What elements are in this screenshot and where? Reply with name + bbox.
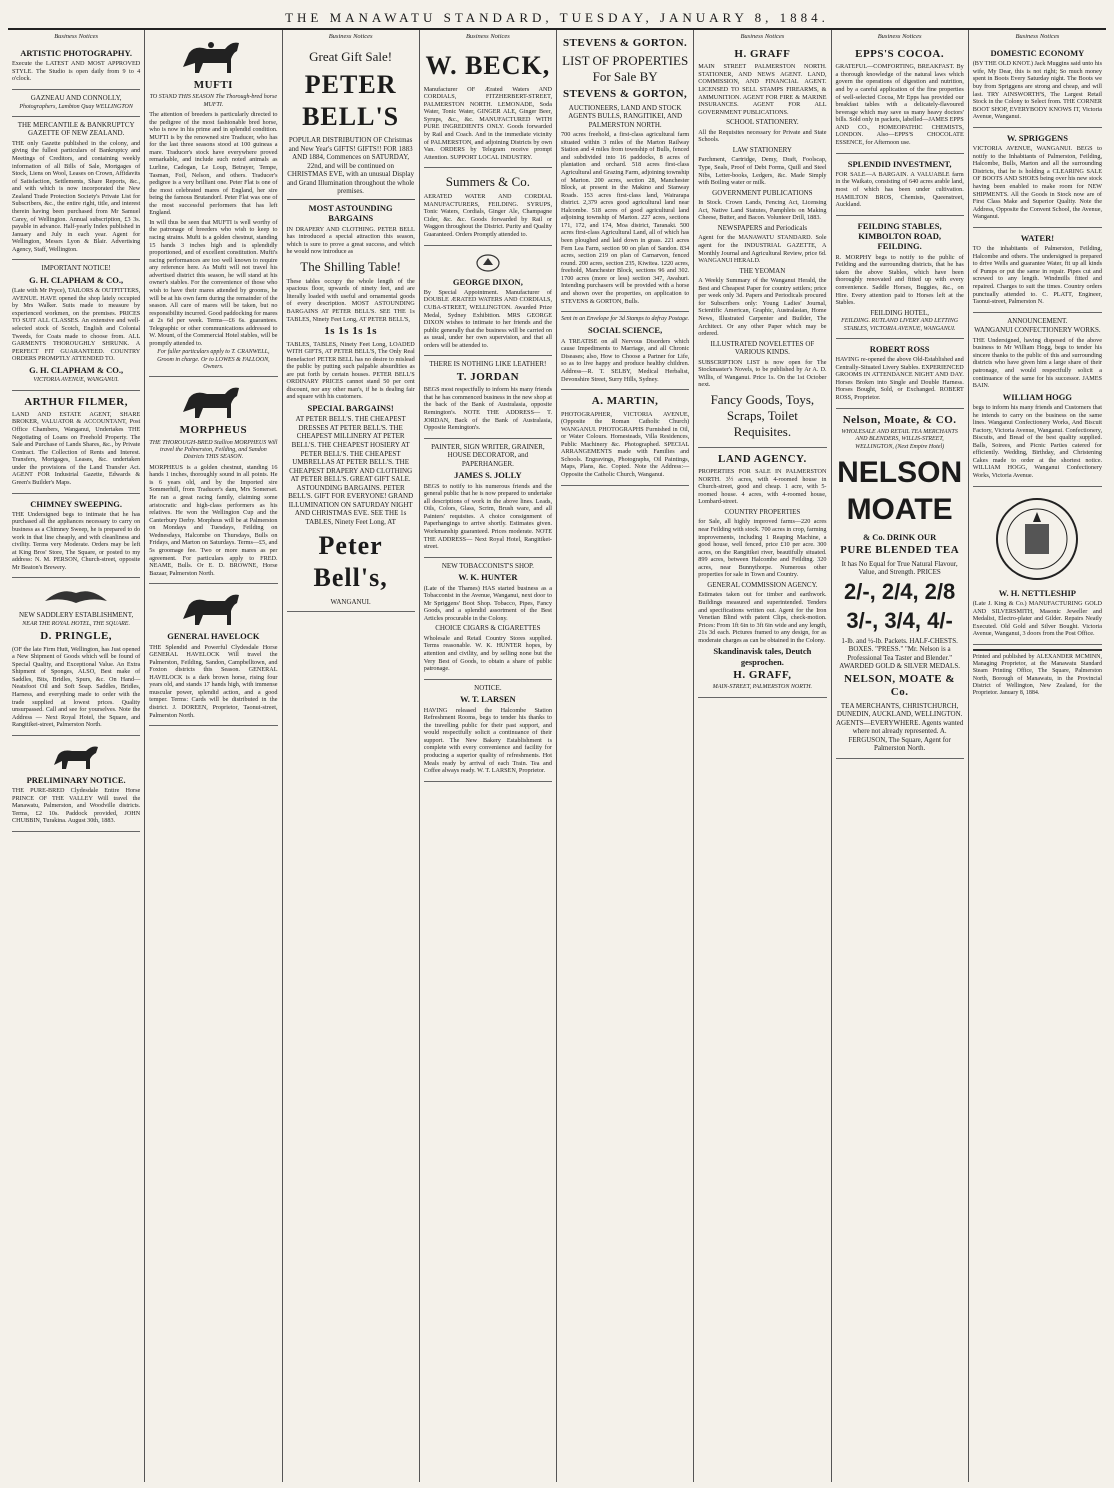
horse-icon: [173, 589, 253, 629]
ad-body: HAVING released the Halcombe Station Refreshment Rooms, begs to tender his thanks to the travelling public for their past support, and would respectfully solicit a continuance of their support. The New Bakery Establishment is complete with every convenience and facility for producing a superior quality of refreshments. Hot Meals ready by arrival of each Train. Tea and Coffee always ready. W. T. LARSEN, Proprietor.: [423, 706, 552, 775]
ad-subtitle: MOST ASTOUNDING BARGAINS: [308, 202, 393, 224]
section-label: Business Notices: [465, 33, 510, 40]
ad-body: HAVING re-opened the above Old-Established and Centrally-Situated Livery Stables. EXPERIENCED GROOMS IN ATTENDANCE NIGHT AND DAY. Horses Broken into Single and Double Harness. Horses Bought, Sold, or Exchanged. ROBERT ROSS, Proprietor.: [835, 356, 964, 402]
ad-body: Parchment, Cartridge, Demy, Draft, Foolscap, Type, Seals, Proof of Debt Forms, Quill and Steel Nibs, Letter-books, Ledgers, &c. Made Simply with Boiling water or milk.: [698, 156, 827, 187]
medal-seal-icon: [992, 494, 1082, 584]
ad-title: NEW TOBACCONIST'S SHOP.: [441, 561, 534, 570]
ad-body: A TREATISE on all Nervous Disorders which cause Impediments to Marriage, and all Chronic Diseases; also, How to Choose a Partner for Life, so as to live happy and produce healthy children. Address—R. T. SELBY, Medical Herbalist, Devonshire Street, Surry Hills, Sydney.: [561, 337, 690, 383]
ad-body: Estimates taken out for timber and earthwork. Buildings measured and superintended. Tenders and specifications written out. Agent for the Iron Venetian Blind with patent Clips, check-motion. Prices: From 1ft 6in to 3ft 6in wide and any length, 21s 3d each. Pictures framed to any design, for as moderate charges as can be obtained in the Colony.: [698, 591, 827, 644]
ad-subtitle: T. JORDAN: [456, 370, 520, 383]
ad-body: PROPERTIES FOR SALE IN PALMERSTON NORTH. 3½ acres, with 4-roomed house in Church-street, good and cheap. 1 acre, with 5-roomed house. 4 acres, with 4-roomed house, Lombard-street.: [698, 468, 827, 506]
ad-body: VICTORIA AVENUE, WANGANUI.: [33, 377, 119, 384]
ad-title: Great Gift Sale!: [309, 48, 393, 64]
royal-arms-icon: [475, 253, 501, 273]
ad-body: THE PURE-BRED Clydesdale Entire Horse PRINCE OF THE VALLEY Will travel the Manawatu, Palmerston, and Woodville districts. Terms, £2 10s. Paddock provided, JOHN CHUBBIN, Turakina. August 30th, 1883.: [12, 787, 141, 825]
ad-morpheus: [149, 377, 277, 584]
ad-title: THERE IS NOTHING LIKE LEATHER!: [429, 360, 547, 369]
ad-body: R. MORPHY begs to notify to the public of Feilding and the surrounding districts, that he has taken the above Stables, which have been thoroughly renovated and fitted up with every convenience. Saddle Horses, Buggies, &c., on Hire. Every attention paid to Horses left at the Stables.: [835, 253, 964, 307]
ad-ross: [836, 339, 964, 409]
columns: [8, 30, 1106, 1482]
ad-body: for Sale, all highly improved farms—220 acres near Feilding with stock. 700 acres in crop, farming improvements, including 1 Reaping Machine, a good house, well fenced, price £10 per acre. 300 acres, on the Rangitikei river, beautifully situated. 899 acres, between Halcombe and Feilding. 320 acres, near Bunnythorpe. Numerous other properties for sale in Town and Country.: [698, 518, 827, 579]
ad-mufti: [149, 32, 277, 377]
ad-body: For fuller particulars apply to T. CRANWELL, Groom in charge. Or to LOWES & FALLOON, Owners.: [157, 349, 270, 371]
column-1: [8, 30, 145, 1482]
ad-body: begs to inform his many friends and Customers that he intends to carry on the business on the same lines. Wanganui Confectionery Works, And Biscuit Factory, Victoria Avenue, Wanganui. Confectionery, Biscuits, and Bread of the best quality supplied. Balls, Soirees, and Picnic Parties catered for efficiently. Wedding, Birthday, and Christening Cakes made to order at the shortest notice. WILLIAM HOGG, Wanganui Confectionery Works, Victoria Avenue.: [972, 403, 1102, 480]
ad-body: (Late of the Thames) HAS started business as a Tobacconist in the Avenue, Wanganui, next door to Mr Spriggens' Boot Shop. Tobacco, Pipes, Fancy Goods, and a splendid assortment of the Best Articles procurable in the Colony.: [423, 584, 552, 622]
ad-body: 1-lb. and ½-lb. Packets. HALF-CHESTS. BOXES. "PRESS." "Mr. Nelson is a Professional Tea Taster and Blender." AWARDED GOLD & SILVER MEDALS.: [839, 636, 960, 671]
ad-epps: [836, 43, 964, 154]
ad-body: & Co. DRINK OUR: [863, 532, 937, 543]
ad-body: IN DRAPERY AND CLOTHING. PETER BELL has introduced a special attraction this season, which is sure to prove a great success, and which he would now introduce as: [286, 225, 415, 256]
ad-water: [973, 228, 1102, 313]
ad-subtitle: THE YEOMAN: [739, 266, 786, 275]
ad-confectionery: [973, 313, 1102, 487]
ad-saddlery: [12, 578, 140, 735]
ad-title: Summers & Co.: [445, 174, 530, 190]
ad-graff: [698, 43, 826, 448]
ad-title: SOCIAL SCIENCE,: [588, 325, 663, 336]
ad-larsen: [424, 680, 552, 782]
ad-title: MORPHEUS: [179, 424, 248, 437]
ad-body: THE only Gazette published in the colony, and giving the fullest particulars of Bankruptcy and Meetings of Creditors, and containing weekly information of all Bills of Sale, Mortgages of Stock, Liens on Wool, Leases on Crown, Affidavits of Satisfaction, Settlements, Share Reports, &c., and with which is now incorporated the New Zealand Trade Protection Society's Private List for Subscribers, &c., the entire right, title, and interest therein having been purchased from Mr Samuel Carey, of Wellington. Annual subscription, £3 3s. payable in advance. Half-yearly Index published in January and July in each year. Agent for Wellington, Messrs Lyon & Blair. Advertising Agency, Staff, Wellington.: [12, 139, 141, 253]
ad-body: THE Undersigned, having disposed of the above business to Mr William Hogg, begs to tender his sincere thanks to the public of this and surrounding districts who have given him a large share of their patronage, and would respectfully solicit a continuance of the same for his successor. JAMES BAIN.: [972, 336, 1102, 390]
ad-subtitle: SCHOOL STATIONERY.: [726, 118, 799, 127]
ad-title: THE MERCANTILE & BANKRUPTCY GAZETTE OF NEW ZEALAND.: [17, 120, 135, 138]
ad-title: PRELIMINARY NOTICE.: [26, 774, 126, 785]
column-5: [557, 30, 694, 1482]
ad-subtitle: CHOICE CIGARS & CIGARETTES: [435, 624, 541, 633]
ad-subtitle: H. GRAFF,: [733, 669, 792, 682]
ad-subtitle: G. H. CLAPHAM & CO.,: [29, 274, 124, 285]
column-2: [145, 30, 282, 1482]
column-6: [694, 30, 831, 1482]
ad-domestic-economy: [973, 43, 1102, 128]
ad-jolly: [424, 439, 552, 558]
ad-body: Agent for the MANAWATU STANDARD. Sole agent for the INDUSTRIAL GAZETTE, A Monthly Journal and Agricultural Review, price 6d. WANGANUI HERALD.: [698, 234, 827, 265]
section-label: Business Notices: [740, 33, 785, 40]
ad-subtitle: TO STAND THIS SEASON The Thorough-bred horse MUFTI.: [149, 94, 278, 108]
ad-title: LAND AGENCY.: [718, 452, 807, 465]
ad-body: Wholesale and Retail Country Stores supplied. Terms reasonable. W. K. HUNTER hopes, by attention and civility, and by selling none but the Very Best of Goods, to obtain a share of public patronage.: [423, 634, 552, 673]
ad-body: TEA MERCHANTS, CHRISTCHURCH, DUNEDIN, AUCKLAND, WELLINGTON. AGENTS—EVERYWHERE. Agents wanted where not already represented. A. FERGUSON, The Square, Agent for Palmerston North.: [835, 701, 964, 753]
ad-summers: [424, 168, 552, 245]
ad-body: MAIN-STREET, PALMERSTON NORTH.: [712, 684, 813, 691]
ad-body: 700 acres freehold, a first-class agricultural farm situated within 3 miles of the Marton Railway Station and 4 miles from township of Bulls, fenced and subdivided into 16 paddocks, 8 acres of plantation and orchard. 518 acres first-class Agricultural and Grazing Farm, adjoining township of Marton. 200 acres, section 28, Manchester Block, at present in the Makino and Stanway Roads. 153 acres first-class land, Wairarapa district. 2,379 acres good agricultural land near Halcombe. 518 acres of good agricultural land adjoining township of Marton. 227 acres, sections 171, 172, and 174, Moa district, Taranaki. 500 acres first-class Agricultural Land, all of which has been ploughed and laid down in grass. 221 acres Fern Lea Farm, section 90 on plan of Sandon. 834 acres, section 219 on plan of Carnarvon, fenced round. 200 acres, section 235, Kiwitea. 1220 acres, freehold, Manchester Block, sections 96 and 302. 1700 acres (more or less) section 347, Awahuri. Intending purchasers will be provided with a horse and shown over the properties, on application to STEVENS & GORTON, Bulls.: [561, 131, 690, 305]
horse-icon: [46, 741, 106, 773]
ad-title: H. GRAFF: [734, 47, 791, 60]
ad-clapham: [12, 260, 140, 390]
price-row-1: 2/-, 2/4, 2/8: [843, 578, 956, 604]
ad-body: POPULAR DISTRIBUTION OF Christmas and New Year's GIFTS! GIFTS!! FOR 1883 AND 1884, Commences on SATURDAY, 22nd, and will be continued on CHRISTMAS EVE, with an unusual Display and Grand Illumination throughout the whole premises.: [286, 136, 415, 196]
ad-body: In will thus be seen that MUFTI is well worthy of the patronage of breeders who wish to keep to racing strains. Mufti is a golden chestnut, standing 15 hands 3 inches high and is splendidly proportioned, and of excellent constitution. Mufti's racing performances are too well known to require any reference here. As Mufti will not travel his advertised district this season, he will stand at his owner's stables. For the convenience of those who wish to have their mares attended by grooms, he will be at his own farm during the remainder of the season. All care of mares will be taken, but no responsibility incurred. Good paddocking for mares at 2s 6d per week. Terms—£6 6s. guarantees. Telegraphic or other communications addressed to W. Mount, of the Commercial Hotel stables, will be promptly attended to.: [149, 218, 278, 347]
ad-body: Photographers, Lambton Quay WELLINGTON: [19, 103, 133, 110]
ad-body: AERATED WATER AND CORDIAL MANUFACTURERS, FEILDING. SYRUPS, Tonic Waters, Cordials, Ginger Ale, Champagne Cider, &c. &c. Goods forwarded by Rail or Waggon throughout the District. Purity and Quality Guaranteed. Orders Promptly attended to.: [423, 193, 552, 238]
ad-title: GEORGE DIXON,: [452, 276, 523, 287]
ad-body: The attention of breeders is particularly directed to the pedigree of the most fashionable bred horse, who is now in his prime and in splendid condition. MUFTI is by the renowned sire Traducer, who has for the last three seasons stood at 100 guineas a mare. Traducer's stock have everywhere proved remarkable, and include such noted animals as Lurline, Cadogan, Le Loup, Betrayer, Tempe, Tasman, Foil, Nelson, and others. Traducer's pedigree is a very brilliant one. Peter Flat is one of the most celebrated mares of England, her sire being the famous Brutandorf. Peter Flat was one of the most successful performers that has left England.: [149, 111, 278, 217]
ad-title: CHIMNEY SWEEPING.: [30, 498, 123, 509]
ad-body: In Stock. Crown Lands, Fencing Act, Licensing Act, Native Land Statutes, Pamphlets on Making Cheese, Butter, and Bacon. Volunteer Drill, 1883.: [698, 199, 827, 222]
ad-subtitle: G. H. CLAPHAM & CO.,: [29, 364, 124, 375]
ad-subtitle: PURE BLENDED TEA: [840, 544, 960, 557]
ad-body: A Weekly Summary of the Wanganui Herald, the Best and Cheapest Paper for country settlers; price per week only 3d. Papers and Periodicals procured for Subscribers only: Young Ladies' Journal, Scientific American, Graphic, Australasian, Home News, Illustrated Carpenter and Builder, The Architect. Or any other Paper which may be ordered.: [698, 277, 827, 338]
ad-body: TO the inhabitants of Palmerston, Feilding, Halcombe and others. The undersigned is prepared to drive Wells and guarantee Water, fit up all kinds of Pumps or put the same in repair. Pipes cut and screwed to any length. Windmills fitted and repaired. Charges to suit the times. Country orders punctually attended to. C. PLATT, Engineer, Taonui-street, Palmerston N.: [972, 245, 1102, 306]
ad-body: (Late J. King & Co.) MANUFACTURING GOLD AND SILVERSMITH, Masonic Jeweller and Medalist, Electro-plater and Gilder. Repairs Neatly Executed. Old Gold and Silver Bought. Victoria Avenue, Wanganui, 3 doors from the Post Office.: [972, 599, 1102, 638]
section-label: Business Notices: [1015, 33, 1060, 40]
ad-title: ARTISTIC PHOTOGRAPHY.: [20, 47, 132, 58]
section-label: Business Notices: [877, 33, 922, 40]
ad-body: PHOTOGRAPHER, VICTORIA AVENUE, (Opposite the Roman Catholic Church) WANGANUI. PHOTOGRAPHS Furnished in Oil, or Water Colours. Homesteads, Villa Residences, Public Machinery &c. Photographed. SPECIAL ARRANGEMENTS made with Families and Schools. Engravings, Photographs, Oil Paintings, Maps, Plans, &c. Copied. Note the Address:—Opposite the Catholic Church, Wanganui.: [561, 410, 690, 479]
ad-body: BEGS to notify to his numerous friends and the general public that he is now prepared to undertake all descriptions of work in the above lines. Leads, Oils, Colors, Glass, Scrim, Brush ware, and all Painters' requisites. A choice consignment of Paperhangings to arrive shortly. Estimates given. Workmanship guaranteed. Prices moderate. NOTE THE ADDRESS— Next Royal Hotel, Rangitikei-street.: [423, 482, 552, 551]
ad-body: FEILDING. RUTLAND LIVERY AND LETTING STABLES, VICTORIA AVENUE, WANGANUI.: [841, 318, 959, 332]
horse-icon: [173, 382, 253, 422]
ad-nettleship: [973, 487, 1102, 645]
ad-nelson-moate: [836, 409, 964, 759]
ad-body: It has No Equal for True Natural Flavour, Value, and Strength. PRICES: [841, 559, 958, 577]
price-row-2: 3/-, 3/4, 4/-: [846, 607, 953, 633]
ad-subtitle: 1s 1s 1s 1s: [324, 325, 378, 338]
ad-body: (Late with Mr Pryce), TAILORS & OUTFITTERS, AVENUE. HAVE opened the shop lately occupied by Mrs Walker. Suits made to measure by experienced workmen, on the premises. PRICES TO SUIT ALL CLASSES. An extensive and well-selected stock of Scotch, English and Colonial Tweeds, for Coats made to choose from. ALL GARMENTS THOROUGHLY SHRUNK. A PERFECT FIT GUARANTEED. COUNTRY ORDERS PROMPTLY ATTENDED TO.: [12, 287, 141, 363]
ad-stevens-gorton: [561, 32, 689, 312]
ad-subtitle: D. PRINGLE,: [40, 630, 113, 643]
ad-subtitle: LIST OF PROPERTIES For Sale BY: [562, 53, 689, 85]
ad-beck: [424, 43, 552, 168]
ad-title: GENERAL HAVELOCK: [167, 631, 260, 642]
ad-body: THE Splendid and Powerful Clydesdale Horse GENERAL HAVELOCK Will travel the Palmerston, Feilding, Sandon, Campbelltown, and Foxton districts this Season. GENERAL HAVELOCK is a dark brown horse, rising four years old, and stands 17 hands high, with immense muscular power, splendid action, and a good temper. Terms: Cards will be distributed in the district. J. DOREEN, Proprietor, Taonui-street, Palmerston North.: [149, 643, 278, 719]
ad-body: WHOLESALE AND RETAIL TEA MERCHANTS AND BLENDERS, WILLIS-STREET, WELLINGTON, (Next Empire Hotel): [841, 429, 958, 450]
ad-hunter: [424, 558, 552, 680]
ad-martin: [561, 390, 689, 485]
ad-body: FOR SALE—A BARGAIN. A VALUABLE farm in the Waikato, consisting of 640 acres arable land, most of which has been under cultivation. HAMILTON BROS, Chemists, Queenstreet, Auckland.: [835, 170, 964, 209]
ad-body: GRATEFUL—COMFORTING, BREAKFAST. By a thorough knowledge of the natural laws which govern the operations of digestion and nutrition, and by a careful application of the fine properties of well-selected Cocoa, Mr Epps has provided our breakfast tables with a delicately-flavoured beverage which may save us many heavy doctors' bills. Sold only in packets, labelled—JAMES EPPS AND CO., HOMEOPATHIC CHEMISTS, LONDON. Also—EPPS'S CHOCOLATE ESSENCE, for Afternoon use.: [835, 63, 964, 146]
ad-chimney: [12, 494, 140, 579]
ad-brand: Peter Bell's,: [313, 531, 388, 593]
ad-havelock: [149, 584, 277, 726]
saddle-icon: [41, 583, 111, 609]
ad-title: NEW SADDLERY ESTABLISHMENT,: [19, 611, 134, 620]
ad-title: W. BECK,: [425, 50, 551, 80]
ad-body: AUCTIONEERS, LAND AND STOCK AGENTS BULLS, RANGITIKEI, AND PALMERSTON NORTH.: [568, 103, 682, 129]
ad-title: W. H. NETTLESHIP: [998, 587, 1076, 598]
ad-subtitle: WANGANUI CONFECTIONERY WORKS.: [974, 326, 1101, 335]
ad-subtitle: GOVERNMENT PUBLICATIONS: [712, 188, 813, 197]
section-label: Business Notices: [54, 33, 99, 40]
ad-filmer: [12, 391, 140, 494]
column-7: [832, 30, 969, 1482]
ad-gazneau: [12, 90, 140, 117]
ad-subtitle: JAMES S. JOLLY: [454, 470, 522, 481]
horse-icon: [173, 37, 253, 77]
ad-body: AT PETER BELL'S. THE CHEAPEST DRESSES AT PETER BELL'S. THE CHEAPEST MILLINERY AT PETER BELL'S. THE CHEAPEST HOSIERY AT PETER BELL'S. THE CHEAPEST UMBRELLAS AT PETER BELL'S. THE CHEAPEST DRAPERY AND CLOTHING AT PETER BELL'S. GREAT GIFT SALE. ASTOUNDING BARGAINS. PETER BELL'S. GIFT FOR EVERYONE! GRAND ILLUMINATION ON SATURDAY NIGHT AND CHRISTMAS EVE. SEE THE 1s TABLES, Ninety Feet Long, AT: [288, 415, 414, 526]
ad-title: ANNOUNCEMENT.: [1007, 316, 1068, 325]
ad-body: VICTORIA AVENUE, WANGANUI. BEGS to notify to the Inhabitants of Palmerston, Feilding, Halcombe, Bulls, Marton and all the surrounding Districts, that he is holding a CLEARING SALE OF BOOTS AND SHOES being over his new stock having been enabled to make room for NEW SHIPMENTS. All the Goods in Stock now are of First Class Make and Superior Quality. Note the Address, Opposite the Convent School, the Avenue, Wanganui.: [972, 145, 1102, 221]
ad-body: All the Requisites necessary for Private and State Schools.: [698, 128, 827, 144]
ad-subtitle: LAW STATIONERY: [732, 145, 792, 154]
ad-body: BEGS most respectfully to inform his many friends that he has commenced business in the new shop at the back of the Bank of Australasia, opposite Remington's. NOTE THE ADDRESS— T. JORDAN, Back of the Bank of Australasia, Opposite Remington's.: [423, 386, 552, 432]
ad-title: IMPORTANT NOTICE!: [41, 264, 111, 273]
ad-body: By Special Appointment. Manufacturer of DOUBLE ÆRATED WATERS AND CORDIALS, CUBA-STREET, WELLINGTON. Awarded Prize Medal, Sydney Exhibition. MRS GEORGE DIXON wishes to intimate to her friends and the public generally that the business will be carried on as usual, under her own supervision, and that all orders will be attended to.: [423, 288, 552, 349]
ad-prince-valley: [12, 736, 140, 832]
ad-subtitle: W. K. HUNTER: [458, 572, 518, 583]
ad-photo: [12, 43, 140, 90]
ad-title: ROBERT ROSS: [869, 343, 930, 354]
imprint: Printed and published by ALEXANDER MCMINN, Managing Proprietor, at the Manawatu Standard Steam Printing Office, The Square, Palmerston North, Borough of Manawatu, in the Provincial District of Wellington, New Zealand, for the Proprietor. January 8, 1884.: [973, 649, 1102, 698]
ad-title: PAINTER, SIGN WRITER, GRAINER, HOUSE DECORATOR, and PAPERHANGER.: [431, 442, 545, 468]
ad-body: MORPHEUS is a golden chestnut, standing 16 hands 1 inches, thoroughly sound in all points. He is 6 years old, and by the Imported sire Sommerhill, from Traducer's dam, Mrs Somerset. He ran a great racing family, claiming some aristocratic and high-class performers as his relatives. He won the Wellington Cup and the Canterbury Derby. Morpheus will be at Palmerston on Mondays and Tuesdays, Feilding on Wednesdays, Halcombe on Thursdays, Bulls on Fridays, and Marton on Saturdays. Terms—£5, and 5s groomage fee. Two or more mares as per agreement. For particulars apply to FRED. NEAME, Bulls. Or E. D. BROWNE, Horse Bazaar, Palmerston North.: [149, 463, 278, 577]
ad-body: Manufacturer OF Ærated Waters AND CORDIALS, FITZHERBERT-STREET, PALMERSTON NORTH. LEMONADE, Soda Water, Tonic Water, GINGER ALE, Ginger Beer, Syrups, &c., &c. MANUFACTURED WITH PURE INGREDIENTS ONLY. Goods forwarded by Rail and Coach. And in the immediate vicinity of PALMERSTON, and adjoining Districts by own Van. ORDERS by Telegram receive prompt Attention. SUPPORT LOCAL INDUSTRY.: [423, 85, 552, 161]
ad-title: Nelson, Moate, & CO.: [842, 413, 957, 426]
ad-title: W. SPRIGGENS: [1006, 132, 1068, 143]
ad-title: EPPS'S COCOA.: [855, 47, 945, 60]
ad-subtitle: NELSON, MOATE & Co.: [844, 672, 956, 699]
ad-body: LAND AND ESTATE AGENT, SHARE BROKER, VALUATOR & ACCOUNTANT, Post Office Chambers, Wanganui, Undertakes THE Negotiating of Loans on Freehold Property. The Sale and Purchase of Lands Shares, &c., by Private Contract. The Collection of Rents and Interest. Transfers, Mortgages, Leases, &c. undertaken under the provisions of the Land Transfer Act. AGENT FOR Industrial Gazette, Edwards & Green's Builder's Maps.: [12, 410, 141, 486]
ad-body: THE Undersigned begs to intimate that he has purchased all the appliances necessary to carry on business as a Chimney Sweep, he is prepared to do work in that line cheaply, and with cleanliness and civility. Terms very Moderate. Orders may be left at King Bros' Store, The Square, or posted to my address: N. M. PERSON, Church-street, opposite Mr Beaton's Brewery.: [12, 510, 141, 571]
ad-subtitle: COUNTRY PROPERTIES: [724, 507, 801, 516]
ad-body: NEAR THE ROYAL HOTEL, THE SQUARE.: [22, 620, 130, 627]
ad-investment: [836, 154, 964, 216]
ad-title: GAZNEAU AND CONNOLLY,: [30, 93, 122, 102]
ad-jordan: [424, 356, 552, 438]
ad-body: MAIN STREET PALMERSTON NORTH. STATIONER, AND NEWS AGENT. LAND, COMMISSION, AND FINANCIAL AGENT. LICENSED TO SELL STAMPS FIREARMS, & AMMUNITION. AGENT FOR FIRE & MARINE INSURANCES. AGENT FOR ALL GOVERNMENT PUBLICATIONS.: [698, 63, 827, 116]
ad-social-science: [561, 312, 689, 390]
ad-body: WANGANUI.: [330, 597, 371, 606]
ad-subtitle: WILLIAM HOGG: [1002, 391, 1072, 402]
ad-subtitle: GENERAL COMMISSION AGENCY.: [707, 580, 818, 589]
ad-body: (BY THE OLD KNOT.) Jack Muggins said unto his wife, My Dear, this is not right; So much money spent in Boots Every Saturday night. The Boots we buy from Spriggens are strong and cheap, and will last. TRY AINSWORTH'S, The Largest Retail Stock in the Colony to Select from. THE CORNER BOOT SHOP, EVERYBODY KNOWS IT, Victoria Avenue, Wanganui.: [972, 60, 1102, 121]
ad-dixon: [424, 246, 552, 357]
ad-peter-bell: [287, 43, 415, 612]
ad-title: WATER!: [1020, 232, 1055, 243]
column-3: [283, 30, 420, 1482]
ad-title: A. MARTIN,: [591, 395, 659, 408]
ad-body: SUBSCRIPTION LIST is now open for The Stockmaster's Novels, to be published by Ar A. D. Willis, of Wanganui. Price 1s. On the 1st October next.: [698, 358, 827, 389]
section-label: Business Notices: [328, 33, 373, 40]
ad-title: STEVENS & GORTON.: [562, 37, 688, 49]
ad-body: These tables occupy the whole length of the spacious floor, upwards of ninety feet, and are literally loaded with useful and ornamental goods of every description. MOST ASTOUNDING BARGAINS AT PETER BELL'S. SEE THE 1s TABLES, Ninety Feet Long, AT PETER BELL'S,: [286, 277, 415, 323]
ad-subtitle: FEILDING HOTEL,: [870, 308, 929, 317]
ad-title: SPLENDID INVESTMENT,: [847, 158, 952, 169]
ad-gazette: [12, 117, 140, 261]
ad-feilding-stables: [836, 216, 964, 339]
ad-brand: PETER BELL'S: [302, 69, 400, 131]
ad-body: (OF the late Firm Hutt, Wellington, has Just opened a New Shipment of Goods which will be found of Special Quality, and Exceptional Value. An Extra Shipment of Sponges, ALSO, Best make of Saddles, Bits, Bridles, Spurs, &c. On Hand—Neatsfoot Oil and Soft Soap. Saddles, Bridles, Harness, and everything made to order with the trade supplied at lowest prices. Quality unsurpassed. Call and see for yourselves. Note the Address — Next Royal Hotel, the Square, and Rangitikei-street, Palmerston North.: [12, 645, 141, 729]
ad-spriggens: [973, 128, 1102, 228]
ad-subtitle: Skandinavisk tales, Deutch gesprochen.: [713, 646, 812, 667]
ad-subtitle: W. T. LARSEN: [460, 694, 516, 705]
ad-subtitle: SPECIAL BARGAINS!: [307, 403, 394, 414]
ad-title: NOTICE.: [474, 683, 502, 692]
ad-subtitle: NEWSPAPERS and Periodicals: [717, 223, 808, 232]
ad-body: Execute the LATEST AND MOST APPROVED STYLE. The Studio is open daily from 9 to 4 o'clock.: [12, 60, 141, 83]
masthead: THE MANAWATU STANDARD, TUESDAY, JANUARY 8, 1884.: [8, 6, 1106, 30]
ad-subtitle: ILLUSTRATED NOVELETTES OF VARIOUS KINDS.: [710, 339, 815, 357]
ad-brand: NELSON MOATE: [837, 455, 963, 526]
ad-subtitle: Fancy Goods, Toys, Scraps, Toilet Requisites.: [710, 392, 815, 439]
divider: [287, 199, 415, 200]
ad-subtitle: STEVENS & GORTON,: [562, 88, 688, 101]
ad-land-agency: [698, 448, 826, 698]
ad-title: ARTHUR FILMER,: [24, 395, 129, 408]
column-4: [420, 30, 557, 1482]
ad-note: Sent in an Envelope for 3d Stamps to defray Postage.: [561, 316, 690, 323]
ad-title: MUFTI: [193, 79, 233, 91]
ad-title: FEILDING STABLES, KIMBOLTON ROAD, FEILDING.: [857, 220, 942, 252]
ad-subtitle: The Shilling Table!: [300, 258, 401, 274]
ad-body: TABLES, TABLES, Ninety Feet Long, LOADED WITH GIFTS, AT PETER BELL'S, The Only Real Benefactor! PETER BELL has no desire to mislead the public by putting such palpable absurdities as are put forth by certain houses. PETER BELL'S ORDINARY PRICES cannot stand 50 per cent discount, nor any other man's, if he is dealing fair and square with his customers.: [286, 340, 415, 401]
ad-subtitle: THE THOROUGH-BRED Stallion MORPHEUS Will travel the Palmerston, Feilding, and Sandon Districts THIS SEASON.: [149, 439, 278, 461]
column-8: [969, 30, 1106, 1482]
ad-title: DOMESTIC ECONOMY: [990, 47, 1085, 58]
